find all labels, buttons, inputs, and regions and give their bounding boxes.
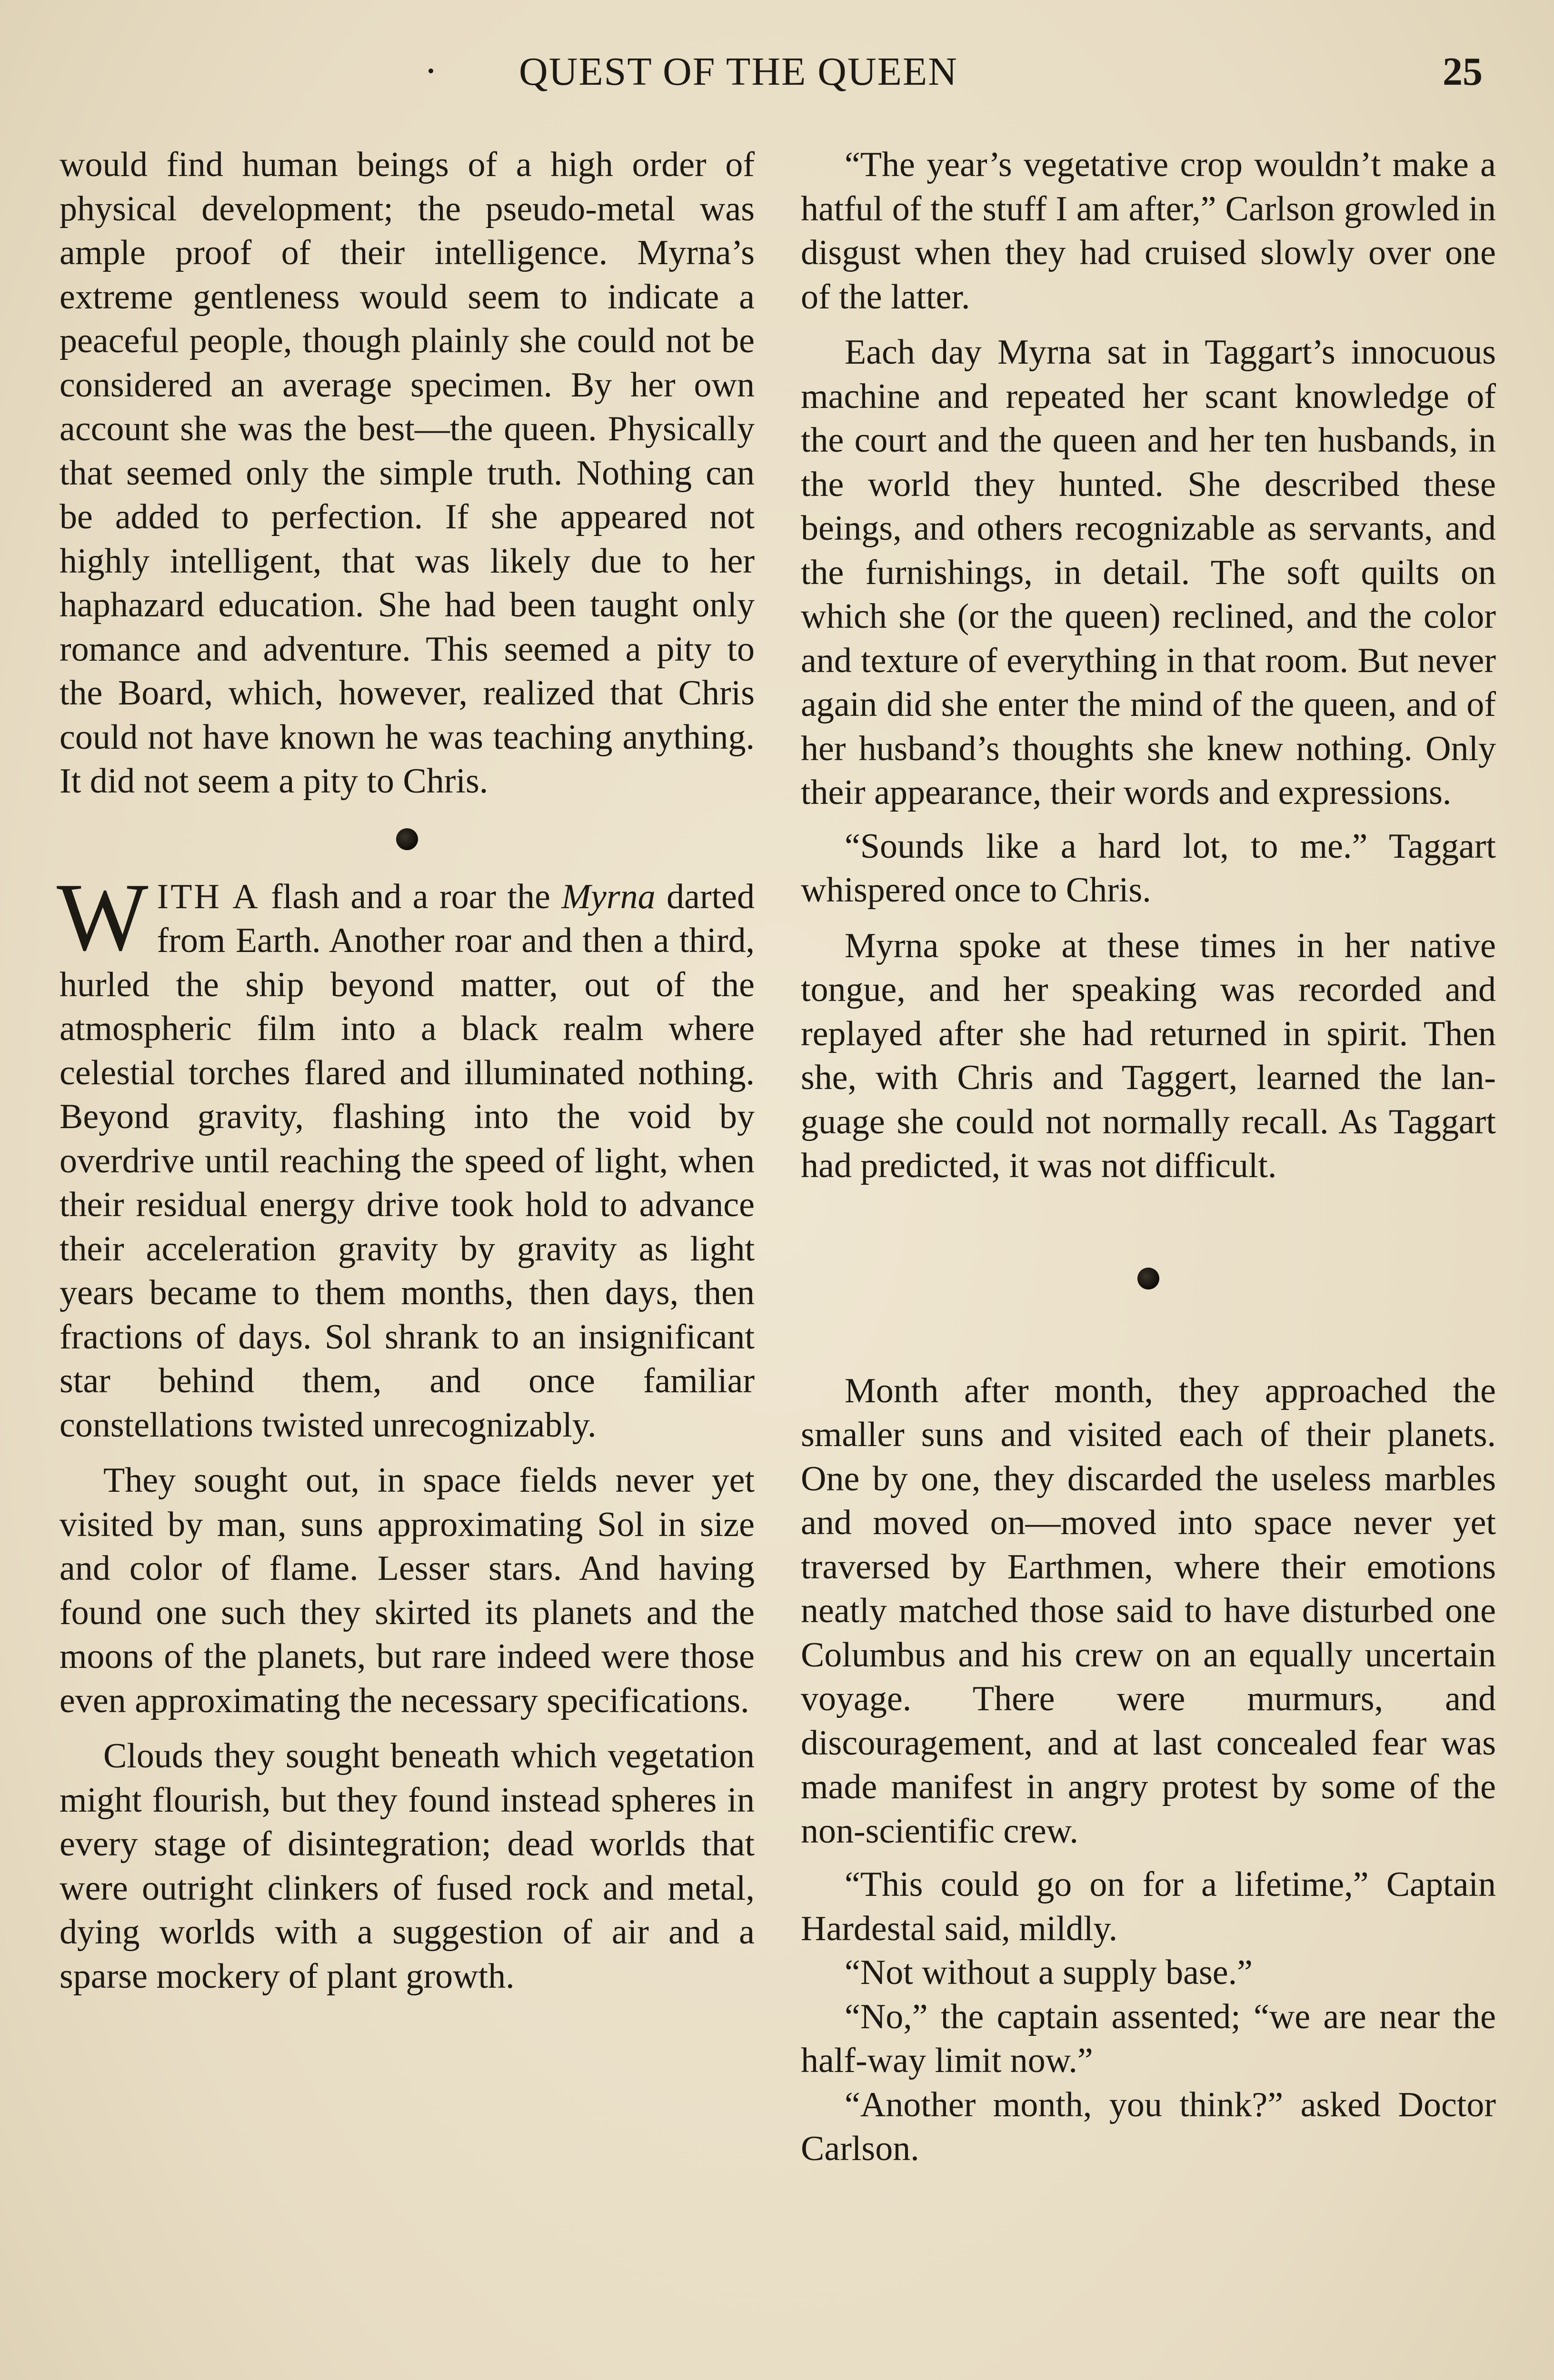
header-dot-ornament <box>428 69 433 73</box>
left-paragraph-1: would find human beings of a high order of physical development; the pseudo-metal was ample proof of their intelligence. Myrna’s extreme gentleness would seem to indicate a peaceful people, though plainly she could not be considered an average specimen. By her own account she was the best—the queen. Physically that seemed only the simple truth. Nothing can be added to perfection. If she appeared not highly intelligent, that was likely due to her haphazard education. She had been taught only romance and adventure. This seemed a pity to the Board, which, however, realized that Chris could not have known he was teaching anything. It did not seem a pity to Chris. <box>60 145 755 801</box>
section-break <box>801 1188 1496 1369</box>
left-column <box>57 143 755 1998</box>
left-paragraph-2 <box>57 863 755 1448</box>
running-head <box>0 46 1554 98</box>
left-paragraph-4: Clouds they sought beneath which vegetation might flourish, but they found instead spheres in every stage of disintegration; dead worlds that were outright clinkers of fused rock and metal, dying worlds with a suggestion of air and a sparse mockery of plant growth. <box>60 1736 755 1996</box>
right-paragraph-1: “The year’s vegetative crop wouldn’t make a hatful of the stuff I am after,” Carlson growled in disgust when they had cruised slowly over one of the latter. <box>801 145 1496 317</box>
right-paragraph-5: Month after month, they approached the smaller suns and visited each of their planets. One by one, they discarded the useless marbles and moved on—moved into space never yet traversed by Earthmen, where their emotions neatly matched those said to have disturbed one Columbus and his crew on an equally uncertain voyage. There were murmurs, and discouragement, and at last concealed fear was made manifest in angry protest by some of the non-scientific crew. <box>801 1371 1496 1851</box>
section-break <box>60 803 755 875</box>
running-title: QUEST OF THE QUEEN <box>519 50 958 94</box>
paragraph-text: flash and a roar the <box>259 877 562 916</box>
drop-cap: W <box>57 863 149 971</box>
right-paragraph-3: “Sounds like a hard lot, to me.” Taggart whispered once to Chris. <box>801 826 1496 910</box>
page-number: 25 <box>1443 50 1483 94</box>
right-paragraph-7: “Not without a supply base.” <box>845 1953 1253 1992</box>
right-column <box>801 143 1496 2171</box>
ship-name: Myrna <box>561 877 656 916</box>
right-paragraph-8: “No,” the captain assented; “we are near the half-way limit now.” <box>801 1997 1496 2080</box>
paragraph-text: darted from Earth. Another roar and then a third, hurled the ship beyond matter, out of the atmospheric film into a black realm where celestial torches flared and illuminated nothing. Beyond gravity, flashing into the void by overdrive until reaching the speed of light, when their residual energy drive took hold to advance their acceleration gravity by gravity as light years became to them months, then days, then fractions of days. Sol shrank to an insignificant star behind them, and once familiar constellations twisted unrecognizably. <box>60 877 755 1445</box>
left-paragraph-3: They sought out, in space fields never yet visited by man, suns approximating Sol in size and color of flame. Lesser stars. And having found one such they skirted its planets and the moons of the planets, but rare indeed were those even approximating the necessary specifications. <box>60 1461 755 1720</box>
section-break-dot <box>1137 1268 1159 1289</box>
right-paragraph-6: “This could go on for a lifetime,” Captain Hardestal said, mildly. <box>801 1865 1496 1948</box>
section-break-dot <box>396 828 418 850</box>
right-paragraph-9: “Another month, you think?” asked Doctor Carlson. <box>801 2085 1496 2168</box>
right-paragraph-2: Each day Myrna sat in Taggart’s innocuous machine and repeated her scant knowledge of the court and the queen and her ten husbands, in the world they hunted. She described these beings, and others recognizable as servants, and the furnishings, in detail. The soft quilts on which she (or the queen) reclined, and the color and texture of everything in that room. But never again did she enter the mind of the queen, and of her husband’s thoughts she knew nothing. Only their appearance, their words and expressions. <box>801 333 1496 812</box>
lead-in-smallcaps: ITH A <box>157 877 260 916</box>
right-paragraph-4: Myrna spoke at these times in her native tongue, and her speaking was recorded and replayed after she had returned in spirit. Then she, with Chris and Taggert, learned the language she could not normally recall. As Taggart had predicted, it was not difficult. <box>801 926 1496 1185</box>
